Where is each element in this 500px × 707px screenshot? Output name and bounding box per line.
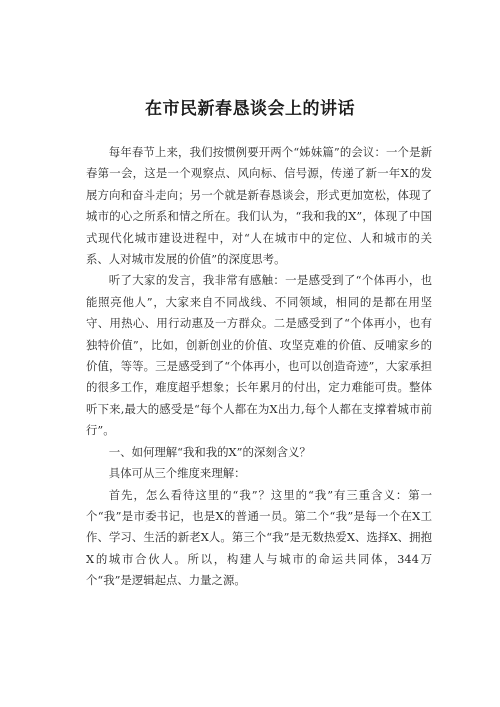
paragraph-impressions: 听了大家的发言，我非常有感触：一是感受到了“个体再小，也能照亮他人”，大家来自不同战线、不同领域，相同的是都在用坚守、用热心、用行动惠及一方群众。二是感受到了“个体再小，也有独特价值”，比如，创新创业的价值、攻坚克难的价值、反哺家乡的价值，等等。三是感受到了“个体再小，也可以创造奇迹”，大家承担的很多工作，难度超乎想象；长年累月的付出，定力难能可贵。整体听下来,最大的感受是“每个人都在为X出力,每个人都在支撑着城市前行”。 [86,273,432,438]
document-body [86,142,432,592]
section-heading-1: 一、如何理解“我和我的X”的深刻含义？ [108,444,311,459]
document-title: 在市民新春恳谈会上的讲话 [145,99,355,119]
paragraph-opening: 每年春节上来，我们按惯例要开两个“姊妹篇”的会议：一个是新春第一会，这是一个观察点、风向标、信号源，传递了新一年X的发展方向和奋斗走向；另一个就是新春恳谈会，形式更加宽松，体现了城市的心之所系和情之所在。我们认为，“我和我的X”，体现了中国式现代化城市建设进程中，对“人在城市中的定位、人和城市的关系、人对城市发展的价值”的深度思考。 [86,145,432,267]
paragraph-first-dimension: 首先，怎么看待这里的“我”？这里的“我”有三重含义：第一个“我”是市委书记，也是X的普通一员。第二个“我”是每一个在X工作、学习、生活的新老X人。第三个“我”是无数热爱X、选择X、拥抱X的城市合伙人。所以，构建人与城市的命运共同体，344万个“我”是逻辑起点、力量之源。 [86,487,432,588]
paragraph-dimensions-intro: 具体可从三个维度来理解： [108,466,246,481]
